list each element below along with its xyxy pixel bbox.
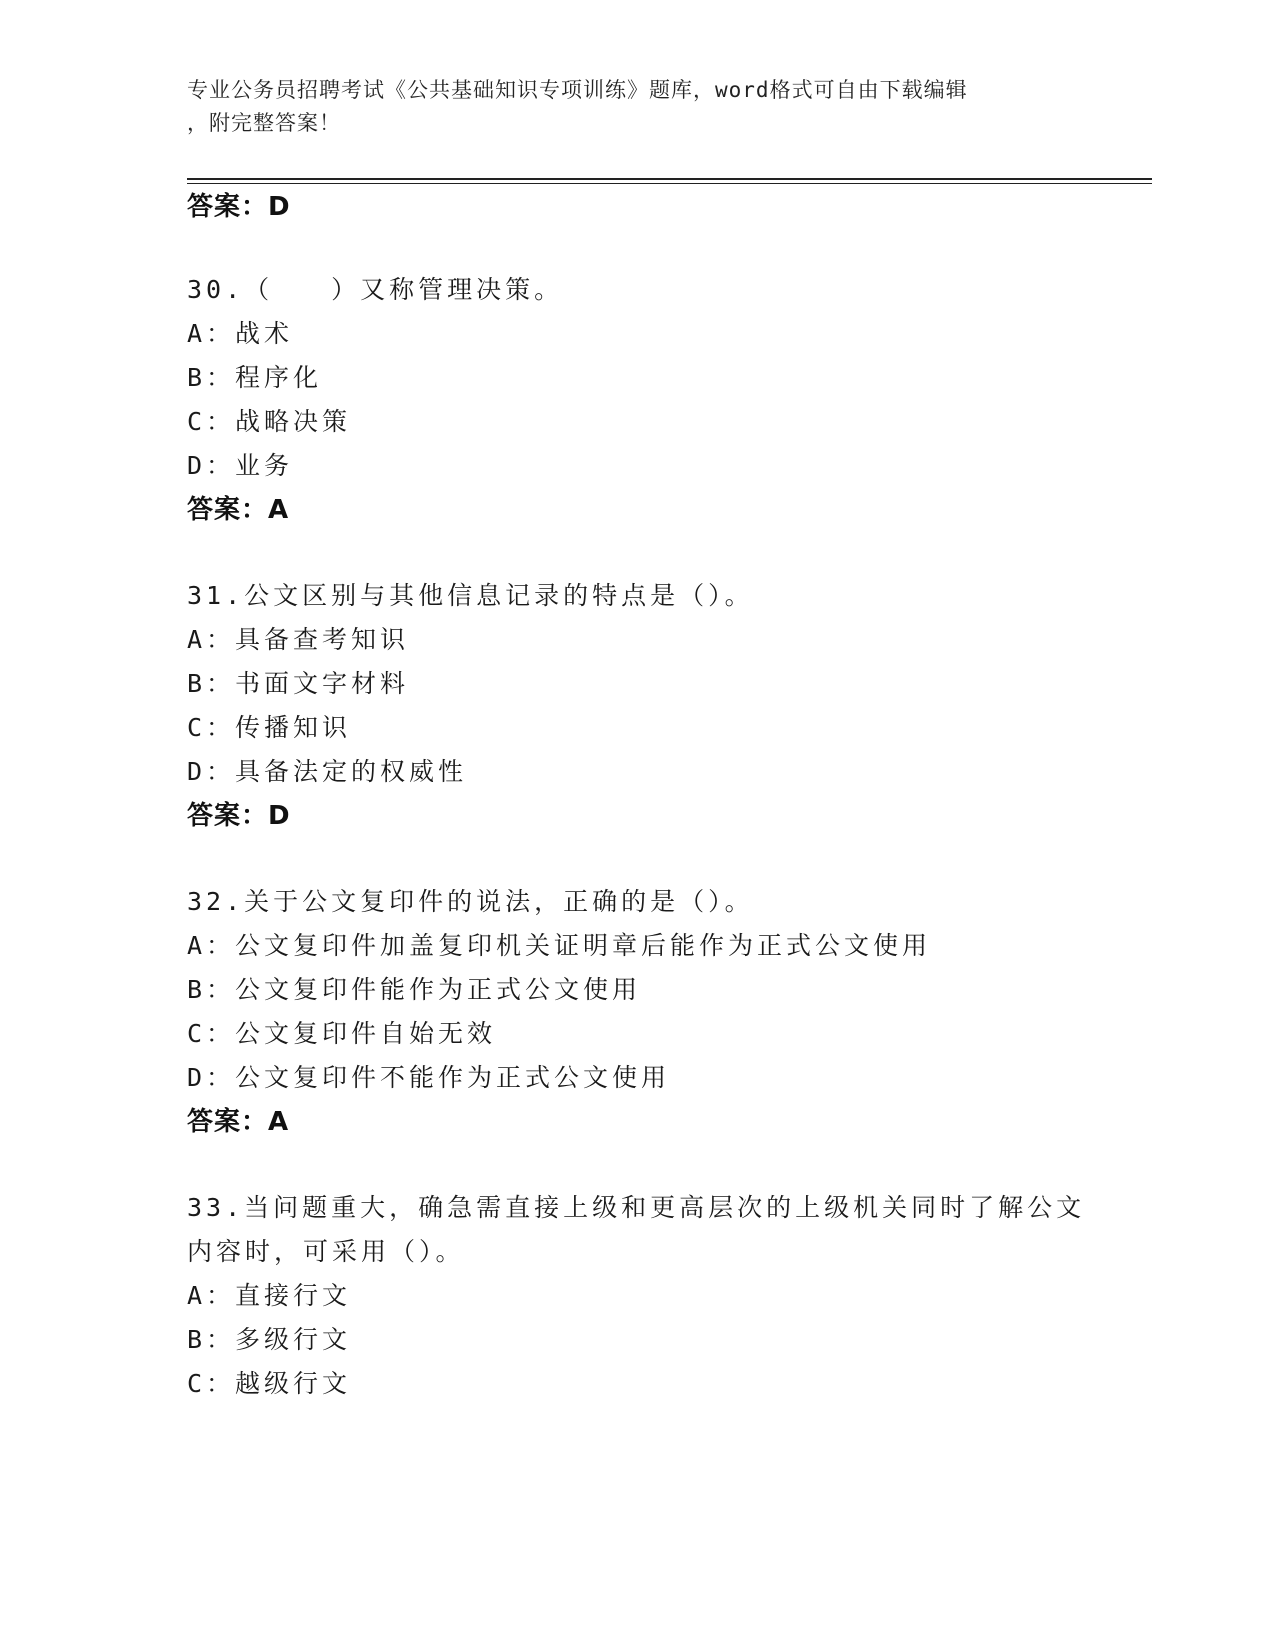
- option-b: B：程序化: [187, 363, 323, 392]
- option-c: C：公文复印件自始无效: [187, 1019, 497, 1048]
- option-c: C：战略决策: [187, 407, 352, 436]
- option-c: C：越级行文: [187, 1369, 352, 1398]
- header-line-2: ，附完整答案！: [187, 111, 341, 135]
- option-b: B：多级行文: [187, 1325, 352, 1354]
- option-b: B：书面文字材料: [187, 669, 410, 698]
- question-stem: 33.当问题重大，确急需直接上级和更高层次的上级机关同时了解公文: [187, 1193, 1086, 1222]
- header-divider-thin: [187, 183, 1152, 184]
- option-d: D：公文复印件不能作为正式公文使用: [187, 1063, 671, 1092]
- option-a: A：直接行文: [187, 1281, 352, 1310]
- answer-line: 答案：D: [187, 192, 291, 222]
- header-line-1: 专业公务员招聘考试《公共基础知识专项训练》题库，word格式可自由下载编辑: [187, 78, 968, 102]
- option-d: D：业务: [187, 451, 294, 480]
- option-a: A：具备查考知识: [187, 625, 410, 654]
- option-c: C：传播知识: [187, 713, 352, 742]
- option-b: B：公文复印件能作为正式公文使用: [187, 975, 642, 1004]
- question-stem: 32.关于公文复印件的说法，正确的是（）。: [187, 887, 754, 916]
- answer-line: 答案：A: [187, 1107, 290, 1137]
- option-a: A：战术: [187, 319, 294, 348]
- document-header: [187, 74, 1087, 140]
- question-stem: 31.公文区别与其他信息记录的特点是（）。: [187, 581, 754, 610]
- answer-line: 答案：A: [187, 495, 290, 525]
- answer-line: 答案：D: [187, 801, 291, 831]
- option-d: D：具备法定的权威性: [187, 757, 468, 786]
- option-a: A：公文复印件加盖复印机关证明章后能作为正式公文使用: [187, 931, 932, 960]
- question-stem: 30.（ ）又称管理决策。: [187, 275, 564, 304]
- question-stem-continued: 内容时，可采用（）。: [187, 1237, 465, 1266]
- header-divider: [187, 178, 1152, 180]
